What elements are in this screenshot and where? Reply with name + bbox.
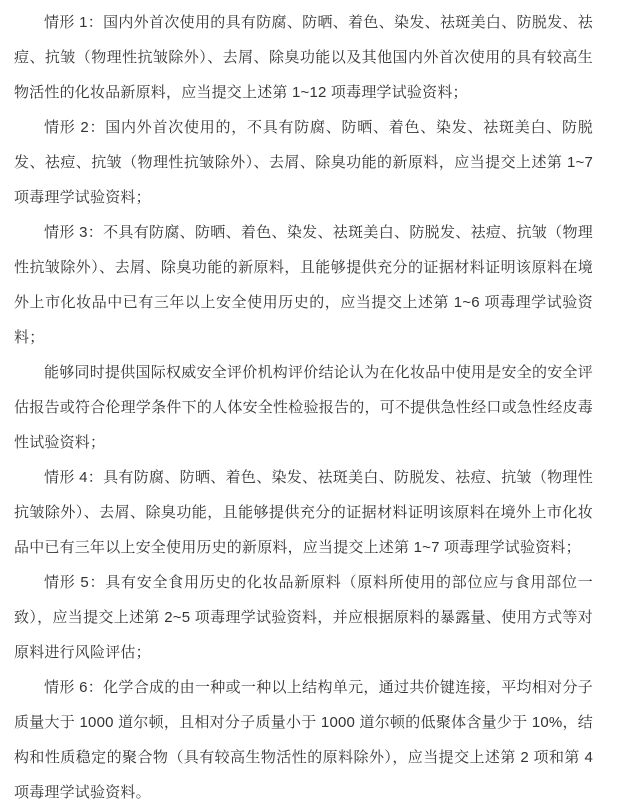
paragraph-case-5: 情形 5：具有安全食用历史的化妆品新原料（原料所使用的部位应与食用部位一致），应当提交上述第 2~5 项毒理学试验资料，并应根据原料的暴露量、使用方式等对原料进行风险评估；	[14, 574, 593, 661]
paragraph-case-3: 情形 3：不具有防腐、防晒、着色、染发、祛斑美白、防脱发、祛痘、抗皱（物理性抗皱除外）、去屑、除臭功能的新原料，且能够提供充分的证据材料证明该原料在境外上市化妆品中已有三年以上安全使用历史的，应当提交上述第 1~6 项毒理学试验资料；	[14, 224, 593, 346]
paragraph-case-2: 情形 2：国内外首次使用的，不具有防腐、防晒、着色、染发、祛斑美白、防脱发、祛痘、抗皱（物理性抗皱除外）、去屑、除臭功能的新原料，应当提交上述第 1~7 项毒理学试验资料；	[14, 119, 593, 206]
paragraph-case-3-supplement: 能够同时提供国际权威安全评价机构评价结论认为在化妆品中使用是安全的安全评估报告或符合伦理学条件下的人体安全性检验报告的，可不提供急性经口或急性经皮毒性试验资料；	[14, 364, 593, 451]
paragraph-case-4: 情形 4：具有防腐、防晒、着色、染发、祛斑美白、防脱发、祛痘、抗皱（物理性抗皱除外）、去屑、除臭功能，且能够提供充分的证据材料证明该原料在境外上市化妆品中已有三年以上安全使用历史的新原料，应当提交上述第 1~7 项毒理学试验资料；	[14, 469, 593, 556]
paragraph-case-1: 情形 1：国内外首次使用的具有防腐、防晒、着色、染发、祛斑美白、防脱发、祛痘、抗皱（物理性抗皱除外）、去屑、除臭功能以及其他国内外首次使用的具有较高生物活性的化妆品新原料，应当提交上述第 1~12 项毒理学试验资料；	[14, 14, 593, 101]
paragraph-case-6: 情形 6：化学合成的由一种或一种以上结构单元，通过共价键连接，平均相对分子质量大于 1000 道尔顿，且相对分子质量小于 1000 道尔顿的低聚体含量少于 10%，结构和性质稳定的聚合物（具有较高生物活性的原料除外），应当提交上述第 2 项和第 4 项毒理学试验资料。	[14, 679, 593, 801]
